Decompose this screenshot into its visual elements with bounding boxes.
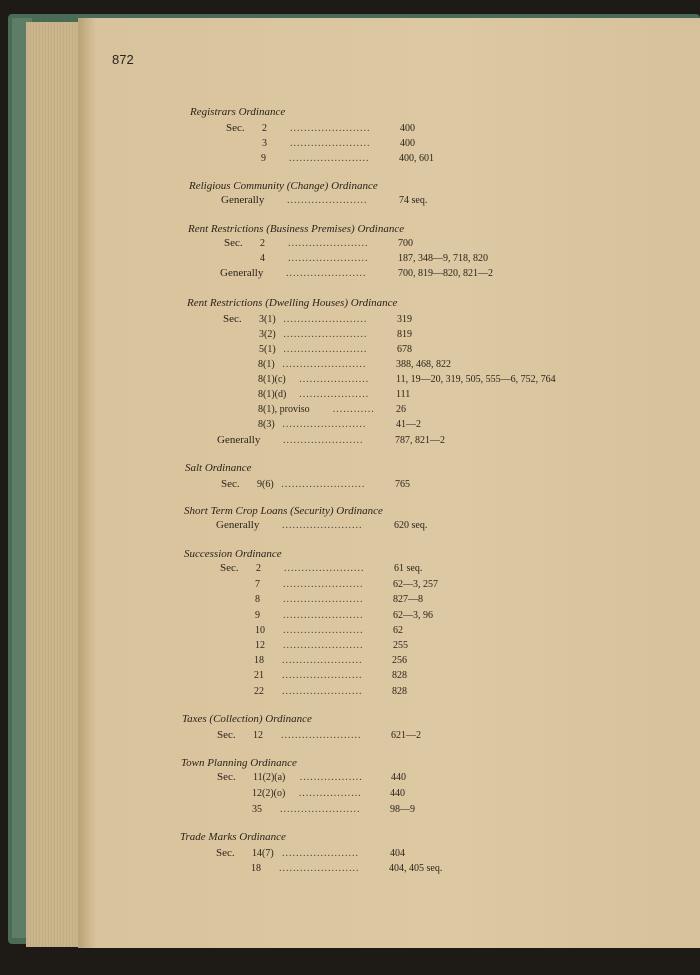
leader-dots: ...................... bbox=[282, 848, 359, 859]
leader-dots: ....................... bbox=[281, 730, 362, 741]
page-references: 62—3, 96 bbox=[393, 610, 433, 621]
section-number: 11(2)(a) bbox=[253, 772, 286, 783]
page-references: 26 bbox=[396, 404, 406, 415]
leader-dots: .................. bbox=[299, 772, 363, 783]
page-references: 388, 468, 822 bbox=[396, 359, 451, 370]
section-number: 9(6) bbox=[257, 479, 274, 490]
leader-dots: ....................... bbox=[280, 804, 361, 815]
section-number: 10 bbox=[255, 625, 265, 636]
ordinance-heading: Town Planning Ordinance bbox=[181, 757, 297, 769]
page-references: 98—9 bbox=[390, 804, 415, 815]
ordinance-heading: Religious Community (Change) Ordinance bbox=[189, 180, 378, 192]
leader-dots: ........................ bbox=[282, 359, 367, 370]
page-references: 819 bbox=[397, 329, 412, 340]
leader-dots: ....................... bbox=[283, 640, 364, 651]
leader-dots: .................... bbox=[299, 389, 370, 400]
page-references: 255 bbox=[393, 640, 408, 651]
section-number: 35 bbox=[252, 804, 262, 815]
section-number: 8(1), proviso bbox=[258, 404, 310, 415]
entry-label: Generally bbox=[220, 267, 264, 279]
page-references: 62—3, 257 bbox=[393, 579, 438, 590]
page-references: 41—2 bbox=[396, 419, 421, 430]
page-references: 620 seq. bbox=[394, 520, 428, 531]
entry-label: Sec. bbox=[216, 847, 235, 859]
ordinance-heading: Rent Restrictions (Business Premises) Ordinance bbox=[188, 223, 405, 235]
section-number: 8 bbox=[255, 594, 260, 605]
page-references: 765 bbox=[395, 479, 410, 490]
section-number: 12 bbox=[255, 640, 265, 651]
leader-dots: ........................ bbox=[283, 344, 368, 355]
leader-dots: ....................... bbox=[289, 153, 370, 164]
index-page bbox=[78, 18, 700, 948]
section-number: 3(2) bbox=[259, 329, 276, 340]
ordinance-heading: Short Term Crop Loans (Security) Ordinance bbox=[184, 505, 383, 517]
page-references: 74 seq. bbox=[399, 195, 428, 206]
leader-dots: ............ bbox=[332, 404, 375, 415]
entry-label: Generally bbox=[217, 434, 261, 446]
entry-label: Sec. bbox=[221, 478, 240, 490]
section-number: 7 bbox=[255, 579, 260, 590]
leader-dots: ....................... bbox=[290, 138, 371, 149]
section-number: 18 bbox=[251, 863, 261, 874]
section-number: 3(1) bbox=[259, 314, 276, 325]
section-number: 5(1) bbox=[259, 344, 276, 355]
leader-dots: ....................... bbox=[287, 195, 368, 206]
entry-label: Sec. bbox=[226, 122, 245, 134]
page-references: 404, 405 seq. bbox=[389, 863, 443, 874]
page-references: 700, 819—820, 821—2 bbox=[398, 268, 493, 279]
ordinance-heading: Succession Ordinance bbox=[184, 548, 282, 560]
ordinance-heading: Registrars Ordinance bbox=[190, 106, 286, 118]
section-number: 8(3) bbox=[258, 419, 275, 430]
page-references: 11, 19—20, 319, 505, 555—6, 752, 764 bbox=[396, 374, 556, 385]
section-number: 4 bbox=[260, 253, 265, 264]
leader-dots: ........................ bbox=[283, 329, 368, 340]
page-references: 400, 601 bbox=[399, 153, 434, 164]
leader-dots: ........................ bbox=[283, 314, 368, 325]
entry-label: Generally bbox=[216, 519, 260, 531]
leader-dots: ....................... bbox=[288, 238, 369, 249]
section-number: 22 bbox=[254, 686, 264, 697]
page-references: 700 bbox=[398, 238, 413, 249]
entry-label: Sec. bbox=[217, 729, 236, 741]
section-number: 8(1)(d) bbox=[258, 389, 287, 400]
section-number: 3 bbox=[262, 138, 267, 149]
entry-label: Sec. bbox=[217, 771, 236, 783]
section-number: 14(7) bbox=[252, 848, 274, 859]
page-references: 678 bbox=[397, 344, 412, 355]
leader-dots: ....................... bbox=[282, 520, 363, 531]
leader-dots: ....................... bbox=[282, 686, 363, 697]
page-references: 621—2 bbox=[391, 730, 421, 741]
section-number: 8(1) bbox=[258, 359, 275, 370]
entry-label: Sec. bbox=[220, 562, 239, 574]
page-references: 787, 821—2 bbox=[395, 435, 445, 446]
section-number: 9 bbox=[255, 610, 260, 621]
leader-dots: ....................... bbox=[290, 123, 371, 134]
leader-dots: ....................... bbox=[283, 435, 364, 446]
section-number: 2 bbox=[256, 563, 261, 574]
section-number: 12 bbox=[253, 730, 263, 741]
section-number: 21 bbox=[254, 670, 264, 681]
section-number: 12(2)(o) bbox=[252, 788, 286, 799]
leader-dots: .................... bbox=[299, 374, 370, 385]
page-references: 319 bbox=[397, 314, 412, 325]
ordinance-heading: Trade Marks Ordinance bbox=[180, 831, 286, 843]
page-references: 400 bbox=[400, 123, 415, 134]
page-number: 872 bbox=[112, 52, 134, 67]
leader-dots: ........................ bbox=[281, 479, 366, 490]
section-number: 2 bbox=[260, 238, 265, 249]
page-references: 828 bbox=[392, 686, 407, 697]
page-references: 404 bbox=[390, 848, 405, 859]
page-references: 61 seq. bbox=[394, 563, 423, 574]
leader-dots: ....................... bbox=[283, 594, 364, 605]
ordinance-heading: Salt Ordinance bbox=[185, 462, 252, 474]
page-references: 440 bbox=[391, 772, 406, 783]
leader-dots: ....................... bbox=[282, 655, 363, 666]
leader-dots: ....................... bbox=[283, 610, 364, 621]
entry-label: Generally bbox=[221, 194, 265, 206]
leader-dots: ....................... bbox=[283, 579, 364, 590]
leader-dots: ....................... bbox=[286, 268, 367, 279]
page-references: 400 bbox=[400, 138, 415, 149]
page-references: 440 bbox=[390, 788, 405, 799]
ordinance-heading: Rent Restrictions (Dwelling Houses) Ordinance bbox=[187, 297, 398, 309]
page-references: 828 bbox=[392, 670, 407, 681]
leader-dots: .................. bbox=[298, 788, 362, 799]
leader-dots: ........................ bbox=[282, 419, 367, 430]
page-references: 827—8 bbox=[393, 594, 423, 605]
page-references: 187, 348—9, 718, 820 bbox=[398, 253, 488, 264]
leader-dots: ....................... bbox=[282, 670, 363, 681]
ordinance-heading: Taxes (Collection) Ordinance bbox=[182, 713, 312, 725]
section-number: 9 bbox=[261, 153, 266, 164]
entry-label: Sec. bbox=[224, 237, 243, 249]
page-references: 111 bbox=[396, 389, 411, 400]
section-number: 2 bbox=[262, 123, 267, 134]
leader-dots: ....................... bbox=[284, 563, 365, 574]
leader-dots: ....................... bbox=[279, 863, 360, 874]
page-references: 256 bbox=[392, 655, 407, 666]
leader-dots: ....................... bbox=[288, 253, 369, 264]
section-number: 8(1)(c) bbox=[258, 374, 286, 385]
section-number: 18 bbox=[254, 655, 264, 666]
leader-dots: ....................... bbox=[283, 625, 364, 636]
page-references: 62 bbox=[393, 625, 403, 636]
entry-label: Sec. bbox=[223, 313, 242, 325]
